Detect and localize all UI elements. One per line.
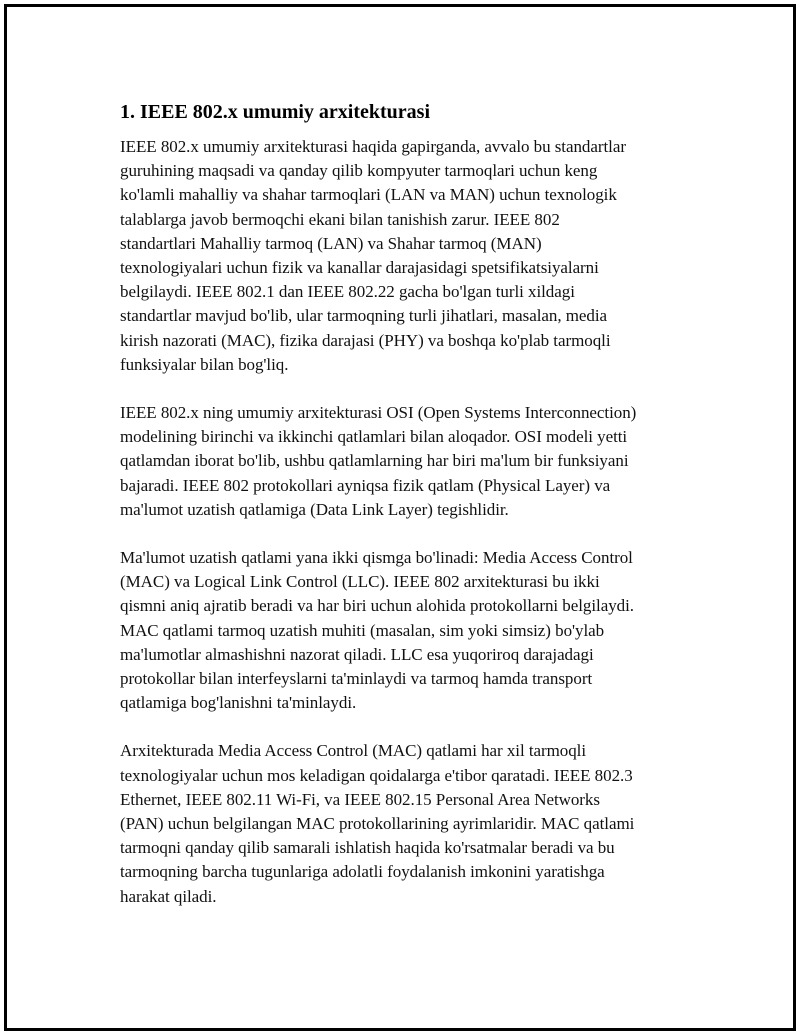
text-line: tarmoqning barcha tugunlariga adolatli foydalanish imkonini yaratishga [120,862,605,882]
text-line: belgilaydi. IEEE 802.1 dan IEEE 802.22 gacha bo'lgan turli xildagi [120,282,575,302]
text-line: IEEE 802.x ning umumiy arxitekturasi OSI (Open Systems Interconnection) [120,403,637,423]
text-line: standartlari Mahalliy tarmoq (LAN) va Shahar tarmoq (MAN) [120,233,542,253]
text-line: talablarga javob bermoqchi ekani bilan tanishish zarur. IEEE 802 [120,209,560,229]
text-line: standartlar mavjud bo'lib, ular tarmoqning turli jihatlari, masalan, media [120,306,608,326]
paragraph-3 [120,546,700,715]
text-line: Ethernet, IEEE 802.11 Wi-Fi, va IEEE 802.15 Personal Area Networks [120,789,600,809]
text-line: IEEE 802.x umumiy arxitekturasi haqida gapirganda, avvalo bu standartlar [120,137,626,156]
text-line: guruhining maqsadi va qanday qilib kompyuter tarmoqlari uchun keng [120,161,598,181]
text-line: modelining birinchi va ikkinchi qatlamlari bilan aloqador. OSI modeli yetti [120,427,628,447]
text-line: kirish nazorati (MAC), fizika darajasi (PHY) va boshqa ko'plab tarmoqli [120,330,611,350]
paragraph-1 [120,135,700,377]
text-line: bajaradi. IEEE 802 protokollari ayniqsa fizik qatlam (Physical Layer) va [120,475,611,495]
text-line: funksiyalar bilan bog'liq. [120,354,289,374]
text-line: (PAN) uchun belgilangan MAC protokollarining ayrimlaridir. MAC qatlami [120,814,635,834]
text-line: harakat qiladi. [120,886,217,906]
page-frame [4,4,796,1031]
text-line: Arxitekturada Media Access Control (MAC) qatlami har xil tarmoqli [120,741,587,761]
text-line: ma'lumot uzatish qatlamiga (Data Link Layer) tegishlidir. [120,499,509,519]
paragraph-2 [120,401,700,522]
text-line: qismni aniq ajratib beradi va har biri uchun alohida protokollarni belgilaydi. [120,596,634,616]
text-line: ma'lumotlar almashishni nazorat qiladi. LLC esa yuqoriroq darajadagi [120,644,594,664]
text-line: MAC qatlami tarmoq uzatish muhiti (masalan, sim yoki simsiz) bo'ylab [120,620,605,640]
text-line: Ma'lumot uzatish qatlami yana ikki qismga bo'linadi: Media Access Control [120,548,633,568]
text-line: texnologiyalar uchun mos keladigan qoidalarga e'tibor qaratadi. IEEE 802.3 [120,765,633,785]
paragraph-4 [120,739,700,908]
text-line: texnologiyalari uchun fizik va kanallar darajasidagi spetsifikatsiyalarni [120,258,599,278]
text-line: ko'lamli mahalliy va shahar tarmoqlari (LAN va MAN) uchun texnologik [120,185,617,205]
section-title: 1. IEEE 802.x umumiy arxitekturasi [120,101,431,123]
text-line: qatlamdan iborat bo'lib, ushbu qatlamlarning har biri ma'lum bir funksiyani [120,451,629,471]
text-line: (MAC) va Logical Link Control (LLC). IEEE 802 arxitekturasi bu ikki [120,572,600,592]
text-line: tarmoqni qanday qilib samarali ishlatish haqida ko'rsatmalar beradi va bu [120,838,615,858]
text-line: qatlamiga bog'lanishni ta'minlaydi. [120,693,357,713]
document-body [120,99,700,933]
text-line: protokollar bilan interfeyslarni ta'minlaydi va tarmoq hamda transport [120,669,593,689]
